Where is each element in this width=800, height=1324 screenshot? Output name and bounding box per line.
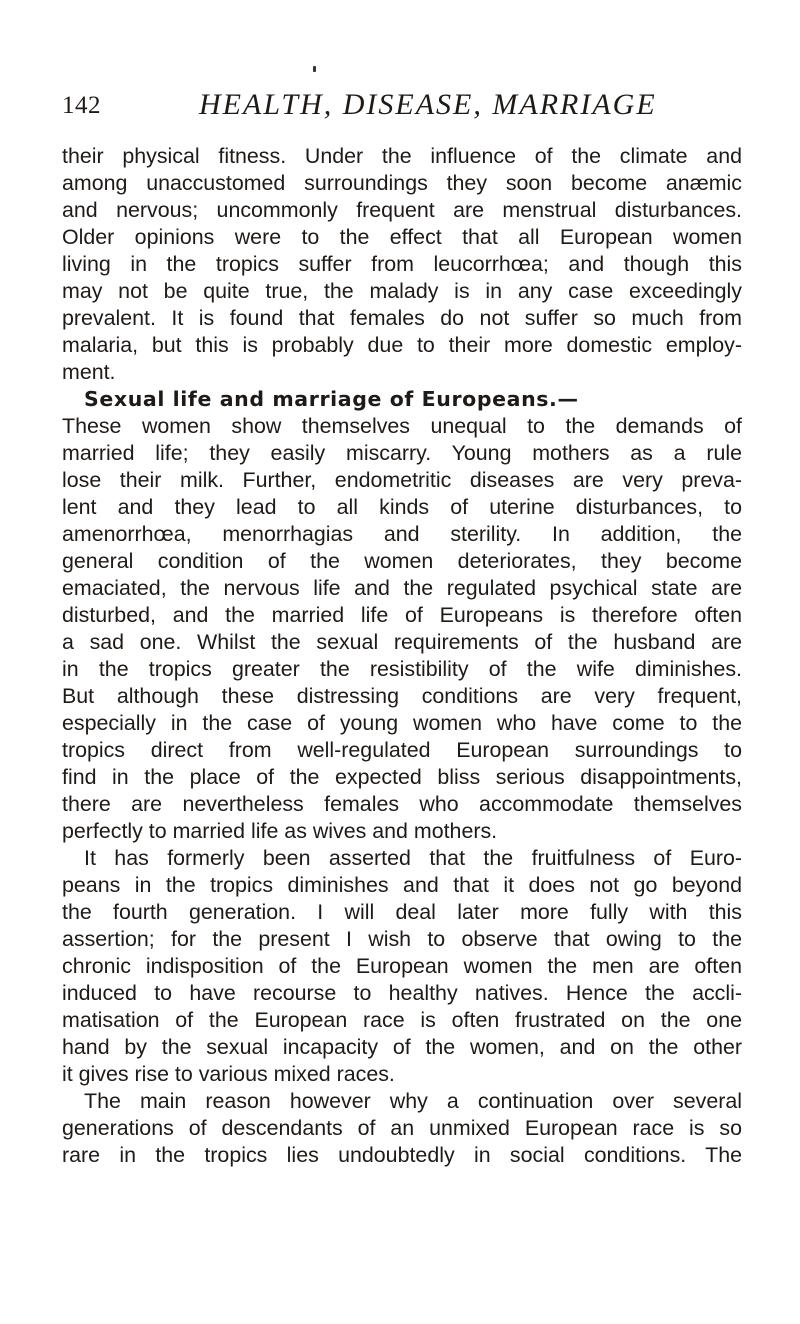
text-line: peans in the tropics diminishes and that it does not go beyond xyxy=(62,873,742,897)
text-line: disturbed, and the married life of Europeans is therefore often xyxy=(62,603,742,627)
text-line: in the tropics greater the resistibility of the wife diminishes. xyxy=(62,657,742,681)
running-head xyxy=(62,88,742,128)
text-line: rare in the tropics lies undoubtedly in social conditions. The xyxy=(62,1143,742,1167)
text-line: emaciated, the nervous life and the regulated psychical state are xyxy=(62,576,742,600)
ink-speck xyxy=(313,66,316,72)
text-line: hand by the sexual incapacity of the women, and on the other xyxy=(62,1035,742,1059)
text-line: But although these distressing conditions are very frequent, xyxy=(62,684,742,708)
text-line: married life; they easily miscarry. Young mothers as a rule xyxy=(62,441,742,465)
text-line: find in the place of the expected bliss serious disappointments, xyxy=(62,765,742,789)
text-line: lent and they lead to all kinds of uterine disturbances, to xyxy=(62,495,742,519)
text-line: lose their milk. Further, endometritic diseases are very preva- xyxy=(62,468,742,492)
text-line: the fourth generation. I will deal later more fully with this xyxy=(62,900,742,924)
text-line: It has formerly been asserted that the fruitfulness of Euro- xyxy=(84,846,742,870)
text-line: their physical fitness. Under the influence of the climate and xyxy=(62,144,742,168)
text-line: amenorrhœa, menorrhagias and sterility. In addition, the xyxy=(62,522,742,546)
body-text xyxy=(62,143,742,1169)
text-line: malaria, but this is probably due to their more domestic employ- xyxy=(62,333,742,357)
text-line: matisation of the European race is often frustrated on the one xyxy=(62,1008,742,1032)
text-line: generations of descendants of an unmixed European race is so xyxy=(62,1116,742,1140)
text-line: tropics direct from well-regulated European surroundings to xyxy=(62,738,742,762)
text-line: and nervous; uncommonly frequent are menstrual disturbances. xyxy=(62,198,742,222)
running-title: HEALTH, DISEASE, MARRIAGE xyxy=(199,88,657,121)
text-line: especially in the case of young women who have come to the xyxy=(62,711,742,735)
text-line: perfectly to married life as wives and mothers. xyxy=(62,819,498,843)
text-line: a sad one. Whilst the sexual requirements of the husband are xyxy=(62,630,742,654)
text-line: among unaccustomed surroundings they soon become anæmic xyxy=(62,171,742,195)
text-line: general condition of the women deteriorates, they become xyxy=(62,549,742,573)
text-line: chronic indisposition of the European women the men are often xyxy=(62,954,742,978)
text-line: there are nevertheless females who accommodate themselves xyxy=(62,792,742,816)
text-line: These women show themselves unequal to the demands of xyxy=(62,414,742,438)
text-line: prevalent. It is found that females do not suffer so much from xyxy=(62,306,742,330)
text-line: living in the tropics suffer from leucorrhœa; and though this xyxy=(62,252,742,276)
text-line: ment. xyxy=(62,360,116,384)
text-line: assertion; for the present I wish to observe that owing to the xyxy=(62,927,742,951)
text-line: it gives rise to various mixed races. xyxy=(62,1062,395,1086)
text-line: may not be quite true, the malady is in any case exceedingly xyxy=(62,279,742,303)
text-line: Older opinions were to the effect that all European women xyxy=(62,225,742,249)
text-line: The main reason however why a continuation over several xyxy=(84,1089,742,1113)
page-number: 142 xyxy=(62,92,101,119)
text-line: induced to have recourse to healthy natives. Hence the accli- xyxy=(62,981,742,1005)
section-heading: Sexual life and marriage of Europeans.— xyxy=(84,387,579,411)
